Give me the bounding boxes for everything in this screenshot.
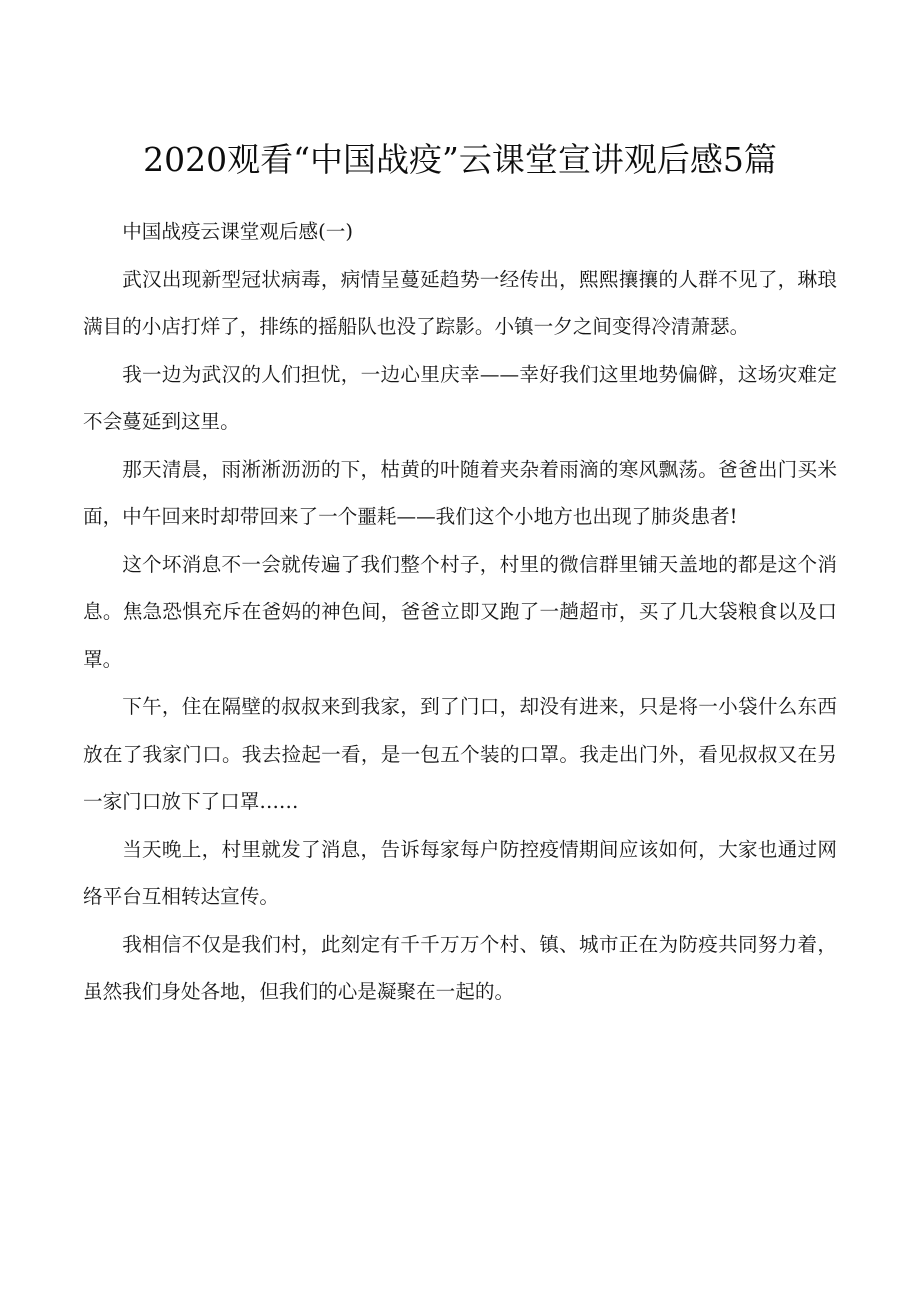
paragraph-2: 我一边为武汉的人们担忧，一边心里庆幸——幸好我们这里地势偏僻，这场灾难定不会蔓延到这里。: [83, 362, 837, 433]
paragraph-3: 那天清晨，雨淅淅沥沥的下，枯黄的叶随着夹杂着雨滴的寒风飘荡。爸爸出门买米面，中午回来时却带回来了一个噩耗——我们这个小地方也出现了肺炎患者!: [83, 457, 837, 528]
document-title: 2020观看“中国战疫”云课堂宣讲观后感5篇: [143, 140, 777, 180]
paragraph-1: 武汉出现新型冠状病毒，病情呈蔓延趋势一经传出，熙熙攘攘的人群不见了，琳琅满目的小店打烊了，排练的摇船队也没了踪影。小镇一夕之间变得冷清萧瑟。: [83, 267, 837, 338]
paragraph-5: 下午，住在隔壁的叔叔来到我家，到了门口，却没有进来，只是将一小袋什么东西放在了我家门口。我去捡起一看，是一包五个装的口罩。我走出门外，看见叔叔又在另一家门口放下了口罩……: [83, 695, 837, 813]
document-body: [83, 208, 837, 1016]
paragraph-7: 我相信不仅是我们村，此刻定有千千万万个村、镇、城市正在为防疫共同努力着，虽然我们身处各地，但我们的心是凝聚在一起的。: [83, 932, 837, 1003]
section-heading: 中国战疫云课堂观后感(一): [122, 220, 354, 243]
paragraph-6: 当天晚上，村里就发了消息，告诉每家每户防控疫情期间应该如何，大家也通过网络平台互相转达宣传。: [83, 837, 837, 908]
paragraph-4: 这个坏消息不一会就传遍了我们整个村子，村里的微信群里铺天盖地的都是这个消息。焦急恐惧充斥在爸妈的神色间，爸爸立即又跑了一趟超市，买了几大袋粮食以及口罩。: [83, 552, 837, 671]
